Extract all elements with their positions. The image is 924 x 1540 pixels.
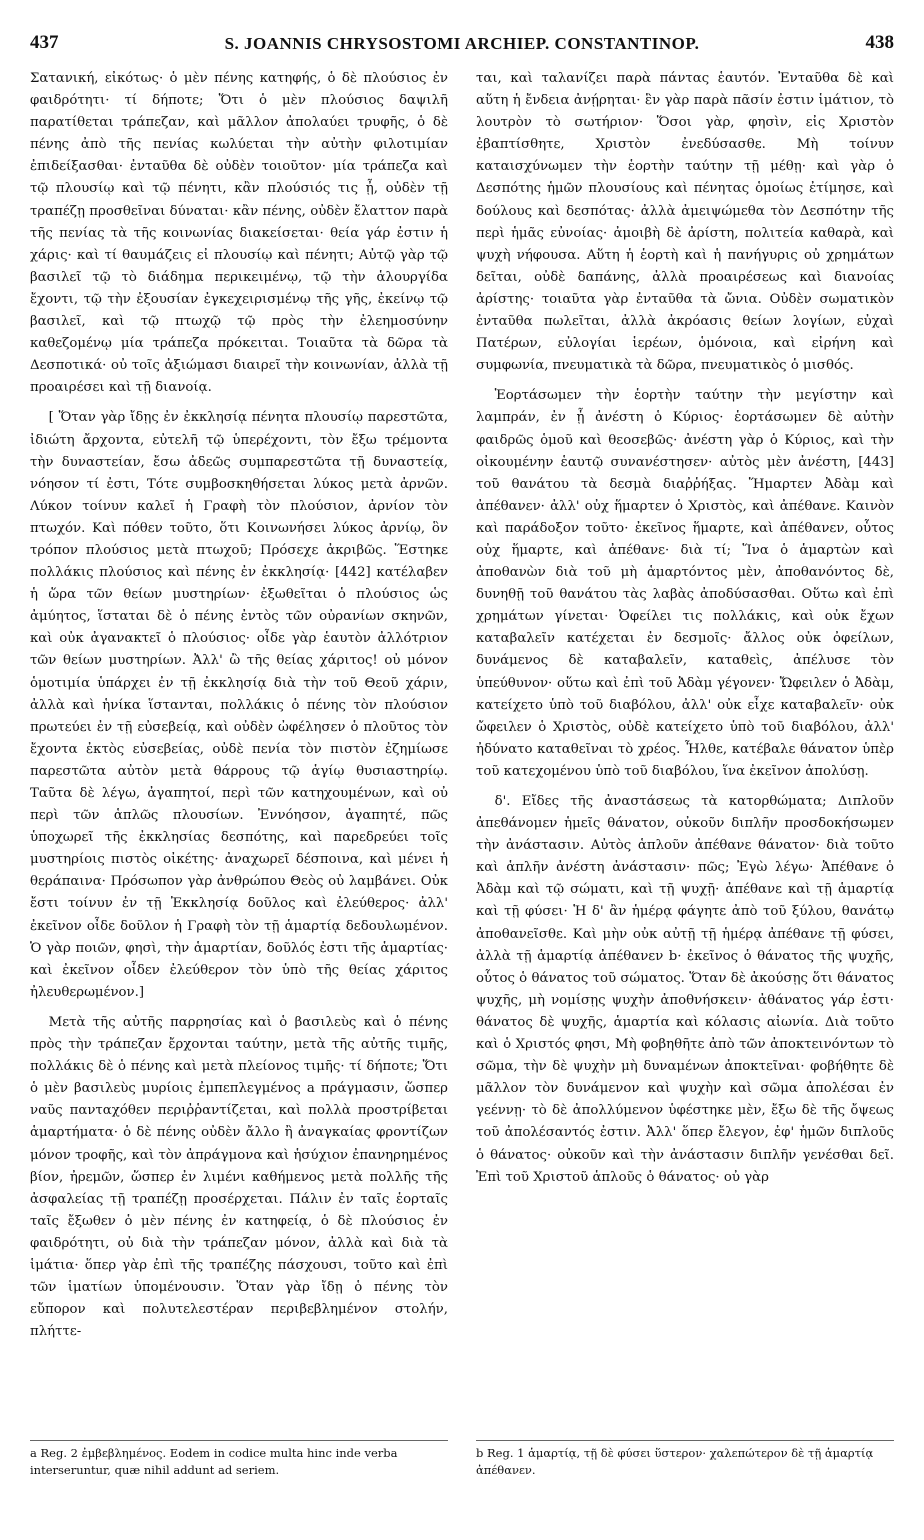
running-title: S. JOANNIS CHRYSOSTOMI ARCHIEP. CONSTANTINOP. — [224, 34, 700, 53]
paragraph: δ'. Εἴδες τῆς ἀναστάσεως τὰ κατορθώματα; Διπλοῦν ἀπεθάνομεν ἡμεῖς θάνατον, οὐκοῦν διπλῆν προσδοκήσωμεν τὴν ἀνάστασιν. Αὐτὸς ἁπλοῦν ἀπέθανε θάνατον· διὰ τοῦτο καὶ ἁπλῆν ἀνέστη ἀνάστασιν· πῶς; Ἐγὼ λέγω· Ἀπέθανε ὁ Ἀδὰμ καὶ τῷ σώματι, καὶ τῇ ψυχῇ· ἀπέθανε καὶ τῇ ἁμαρτίᾳ καὶ τῇ φύσει· Ἡ δ' ἂν ἡμέρᾳ φάγητε ἀπὸ τοῦ ξύλου, θανάτῳ ἀποθανεῖσθε. Καὶ μὴν οὐκ αὐτῇ τῇ ἡμέρᾳ ἀπέθανε τῇ φύσει, ἀλλὰ τῇ ἁμαρτίᾳ ἀπέθανεν b· ἐκεῖνος ὁ θάνατος τῆς ψυχῆς, οὗτος ὁ θάνατος τοῦ σώματος. Ὅταν δὲ ἀκούσῃς ὅτι θάνατος ψυχῆς, μὴ νομίσῃς ψυχὴν ἀποθνήσκειν· ἀθάνατος γάρ ἐστι· θάνατος δὲ ψυχῆς, ἁμαρτία καὶ κόλασις αἰωνία. Διὰ τοῦτο καὶ ὁ Χριστός φησι, Μὴ φοβηθῆτε ἀπὸ τῶν ἀποκτεινόντων τὸ σῶμα, τὴν δὲ ψυχὴν μὴ δυναμένων ἀποκτεῖναι· φοβήθητε δὲ μᾶλλον τὸν δυνάμενον καὶ ψυχὴν καὶ σῶμα ἀπολέσαι ἐν γεέννῃ· τὸ δὲ ἀπολλύμενον ὑφέστηκε μὲν, ἔξω δὲ τῆς ὄψεως τοῦ ἀπολέσαντός ἐστιν. Ἀλλ' ὅπερ ἔλεγον, ἐφ' ἡμῶν διπλοῦς ὁ θάνατος· οὐκοῦν καὶ τὴν ἀνάστασιν διπλῆν γενέσθαι δεῖ. Ἐπὶ τοῦ Χριστοῦ ἁπλοῦς ὁ θάνατος· οὐ γὰρ — [476, 794, 894, 1185]
paragraph: ται, καὶ ταλανίζει παρὰ πάντας ἑαυτόν. Ἐνταῦθα δὲ καὶ αὕτη ἡ ἔνδεια ἀνῄρηται· ἓν γὰρ παρὰ πᾶσίν ἐστιν ἱμάτιον, τὸ λουτρὸν τὸ σωτήριον· Ὅσοι γὰρ, φησὶν, εἰς Χριστὸν ἐβαπτίσθητε, Χριστὸν ἐνεδύσασθε. Μὴ τοίνυν καταισχύνωμεν τὴν ἑορτὴν ταύτην τῇ μέθῃ· καὶ γὰρ ὁ Δεσπότης ἡμῶν πλουσίους καὶ πένητας ὁμοίως ἐτίμησε, καὶ δούλους καὶ δεσπότας· ἀλλὰ ἀμειψώμεθα τὸν Δεσπότην τῆς περὶ ἡμᾶς εὐνοίας· ἀμοιβὴ δὲ ἀρίστη, πολιτεία καθαρὰ, καὶ ψυχὴ νήφουσα. Αὕτη ἡ ἑορτὴ καὶ ἡ πανήγυρις οὐ χρημάτων δεῖται, οὐδὲ δαπάνης, ἀλλὰ προαιρέσεως καὶ διανοίας ἀρίστης· τοιαῦτα γὰρ ἐνταῦθα τὰ ὤνια. Οὐδὲν σωματικὸν ἐνταῦθα πωλεῖται, ἀλλὰ ἀκρόασις θείων λογίων, εὐχαὶ Πατέρων, εὐλογίαι ἱερέων, ὁμόνοια, καὶ εἰρήνη καὶ συμφωνία, πνευματικὰ τὰ δῶρα, πνευματικὸς ὁ μισθός. — [476, 71, 894, 374]
running-header — [30, 30, 894, 60]
paragraph: Μετὰ τῆς αὐτῆς παρρησίας καὶ ὁ βασιλεὺς καὶ ὁ πένης πρὸς τὴν τράπεζαν ἔρχονται ταύτην, μετὰ τῆς αὐτῆς τιμῆς, πολλάκις δὲ ὁ πένης καὶ μετὰ πλείονος τιμῆς· τί δήποτε; Ὅτι ὁ μὲν βασιλεὺς μυρίοις ἐμπεπλεγμένος a πράγμασιν, ὥσπερ ναῦς πανταχόθεν περιῤῥαντίζεται, καὶ πολλὰ προστρίβεται ἁμαρτήματα· ὁ δὲ πένης οὐδὲν ἄλλο ἢ ἀναγκαίας φροντίζων μόνον τροφῆς, καὶ τὸν ἀπράγμονα καὶ ἡσύχιον ἐπανηρημένος βίον, ἠρεμῶν, ὥσπερ ἐν λιμένι καθήμενος μετὰ πολλῆς τῆς ἀσφαλείας τῇ τραπέζῃ προσέρχεται. Πάλιν ἐν ταῖς ἑορταῖς ταῖς ἔξωθεν ὁ μὲν πένης ἐν κατηφείᾳ, ὁ δὲ πλούσιος ἐν φαιδρότητι, οὐ διὰ τὴν τράπεζαν μόνον, ἀλλὰ καὶ διὰ τὰ ἱμάτια· ὅπερ γὰρ ἐπὶ τῆς τραπέζης πάσχουσι, τοῦτο καὶ ἐπὶ τῶν ἱματίων ὑπομένουσιν. Ὅταν γὰρ ἴδῃ ὁ πένης τὸν εὔπορον καὶ πολυτελεστέραν περιβεβλημένον στολήν, πλήττε- — [30, 1014, 448, 1340]
left-column — [30, 68, 448, 1438]
page-number-right: 438 — [865, 32, 894, 53]
paragraph: Σατανική, εἰκότως· ὁ μὲν πένης κατηφής, ὁ δὲ πλούσιος ἐν φαιδρότητι· τί δήποτε; Ὅτι ὁ μὲν πλούσιος δαψιλῆ παρατίθεται τράπεζαν, καὶ μᾶλλον ἀπολαύει τρυφῆς, ὁ δὲ πένης ἀπὸ τῆς πενίας κωλύεται τὴν αὐτὴν φιλοτιμίαν ἐπιδείξασθαι· ἐνταῦθα δὲ οὐδὲν τοιοῦτον· μία τράπεζα καὶ τῷ πλουσίῳ καὶ τῷ πένητι, κἂν πλούσιός τις ᾖ, οὐδὲν τῇ τραπέζῃ προσθεῖναι δύναται· κἂν πένης, οὐδὲν ἔλαττον παρὰ τῆς πενίας τὰ τῆς κοινωνίας διακείσεται· θεία γάρ ἐστιν ἡ χάρις· καὶ τί θαυμάζεις εἰ πλουσίῳ καὶ πένητι; Αὐτῷ γὰρ τῷ βασιλεῖ τῷ τὸ διάδημα περικειμένῳ, τῷ τὴν ἁλουργίδα ἔχοντι, τῷ τὴν ἐξουσίαν ἐγκεχειρισμένῳ τῆς γῆς, ἐκείνῳ τῷ βασιλεῖ, καὶ τῷ πτωχῷ τῷ πρὸς τὴν ἐλεημοσύνην καθεζομένῳ μία τράπεζα πρόκειται. Τοιαῦτα τὰ δῶρα τὰ Δεσποτικά· οὐ τοῖς ἀξιώμασι διαιρεῖ τὴν κοινωνίαν, ἀλλὰ τῇ προαιρέσει καὶ τῇ διανοίᾳ. — [30, 71, 448, 396]
right-column — [476, 68, 894, 1438]
footnote-right: b Reg. 1 ἁμαρτίᾳ, τῇ δὲ φύσει ὕστερον· χαλεπώτερον δὲ τῇ ἁμαρτίᾳ ἀπέθανεν. — [476, 1440, 894, 1479]
footnote-left: a Reg. 2 ἐμβεβλημένος. Eodem in codice multa hinc inde verba interseruntur, quæ nihil addunt ad seriem. — [30, 1440, 448, 1479]
page-number-left: 437 — [30, 32, 59, 53]
paragraph: Ἑορτάσωμεν τὴν ἑορτὴν ταύτην τὴν μεγίστην καὶ λαμπράν, ἐν ᾗ ἀνέστη ὁ Κύριος· ἑορτάσωμεν δὲ αὐτὴν φαιδρῶς ὁμοῦ καὶ θεοσεβῶς· ἀνέστη γὰρ ὁ Κύριος, καὶ τὴν οἰκουμένην ἑαυτῷ συνανέστησεν· αὐτὸς μὲν ἀνέστη, [443] τοῦ θανάτου τὰ δεσμὰ διαῤῥήξας. Ἥμαρτεν Ἀδὰμ καὶ ἀπέθανεν· ἀλλ' οὐχ ἥμαρτεν ὁ Χριστὸς, καὶ ἀπέθανε. Καινὸν καὶ παράδοξον τοῦτο· ἐκεῖνος ἥμαρτε, καὶ ἀπέθανεν, οὗτος οὐχ ἥμαρτε, καὶ ἀπέθανε· διὰ τί; Ἵνα ὁ ἁμαρτὼν καὶ ἀποθανὼν διὰ τοῦ μὴ ἁμαρτόντος μὲν, ἀποθανόντος δὲ, δυνηθῇ τοῦ θανάτου τὰς λαβὰς ἀποδύσασθαι. Οὕτω καὶ ἐπὶ χρημάτων γίνεται· Ὀφείλει τις πολλάκις, καὶ οὐκ ἔχων καταβαλεῖν κατέχεται ἐν δεσμοῖς· ἄλλος οὐκ ὀφείλων, δυνάμενος δὲ καταβαλεῖν, καταθεὶς, ἀπέλυσε τὸν ὑπεύθυνον· οὕτω καὶ ἐπὶ τοῦ Ἀδὰμ γέγονεν· Ὤφειλεν ὁ Ἀδὰμ, κατείχετο ὑπὸ τοῦ διαβόλου, ἀλλ' οὐκ εἶχε καταβαλεῖν· οὐκ ὤφειλεν ὁ Χριστὸς, οὐδὲ κατείχετο ὑπὸ τοῦ διαβόλου, ἀλλ' ἠδύνατο καταθεῖναι τὸ χρέος. Ἦλθε, κατέβαλε θάνατον ὑπὲρ τοῦ κατεχομένου ὑπὸ τοῦ διαβόλου, ἵνα ἐκεῖνον ἀπολύσῃ. — [476, 388, 894, 779]
page — [30, 30, 894, 1520]
paragraph: [ Ὅταν γὰρ ἴδῃς ἐν ἐκκλησίᾳ πένητα πλουσίῳ παρεστῶτα, ἰδιώτη ἄρχοντα, εὐτελῆ τῷ ὑπερέχοντι, τὸν ἔξω τρέμοντα τὴν δυναστείαν, ἔσω ἀδεῶς συμπαρεστῶτα τῇ δυναστείᾳ, νόησον τί ἐστι, Τότε συμβοσκηθήσεται λύκος μετὰ ἀρνῶν. Λύκον τοίνυν καλεῖ ἡ Γραφὴ τὸν πλούσιον, ἀρνίον τὸν πτωχόν. Καὶ πόθεν τοῦτο, ὅτι Κοινωνήσει λύκος ἀρνίῳ, ὃν τρόπον πλούσιος μετὰ πτωχοῦ; Πρόσεχε ἀκριβῶς. Ἕστηκε πολλάκις πλούσιος καὶ πένης ἐν ἐκκλησίᾳ· [442] κατέλαβεν ἡ ὥρα τῶν θείων μυστηρίων· ἐξωθεῖται ὁ πλούσιος ὡς ἀμύητος, ἵσταται δὲ ὁ πένης ἐντὸς τῶν οὐρανίων σκηνῶν, καὶ οὐκ ἀγανακτεῖ ὁ πλούσιος· οἶδε γὰρ ἑαυτὸν ἀλλότριον τῶν θείων μυστηρίων. Ἀλλ' ὢ τῆς θείας χάριτος! οὐ μόνον ὁμοτιμία ὑπάρχει ἐν τῇ ἐκκλησίᾳ διὰ τὴν τοῦ Θεοῦ χάριν, ἀλλὰ καὶ ἡνίκα ἵστανται, πολλάκις ὁ πένης τὸν πλούσιον πρωτεύει ἐν τῇ εὐσεβείᾳ, καὶ οὐδὲν ὠφέλησεν ὁ πλοῦτος τὸν ἔχοντα ἐκτὸς εὐσεβείας, οὐδὲ πενία τὸν πιστὸν ἐζημίωσε παρεστῶτα αὐτὸν μετὰ θάρρους τῷ ἁγίῳ θυσιαστηρίῳ. Ταῦτα δὲ λέγω, ἀγαπητοί, περὶ τῶν κατηχουμένων, καὶ οὐ περὶ τῶν ἁπλῶς πλουσίων. Ἐννόησον, ἀγαπητέ, πῶς ὑποχωρεῖ τῆς ἐκκλησίας δεσπότης, καὶ παρεδρεύει τοῖς μυστηρίοις πιστὸς οἰκέτης· ἀναχωρεῖ δέσποινα, καὶ μένει ἡ θεράπαινα· Πρόσωπον γὰρ ἀνθρώπου Θεὸς οὐ λαμβάνει. Οὐκ ἔστι τοίνυν ἐν τῇ Ἐκκλησίᾳ δοῦλος καὶ ἐλεύθερος· ἀλλ' ἐκεῖνον οἶδε δοῦλον ἡ Γραφὴ τὸν τῇ ἁμαρτίᾳ δεδουλωμένον. Ὁ γὰρ ποιῶν, φησὶ, τὴν ἁμαρτίαν, δοῦλός ἐστι τῆς ἁμαρτίας· καὶ ἐκεῖνον οἶδεν ἐλεύθερον τὸν ὑπὸ τῆς θείας χάριτος ἠλευθερωμένον.] — [30, 410, 448, 1000]
